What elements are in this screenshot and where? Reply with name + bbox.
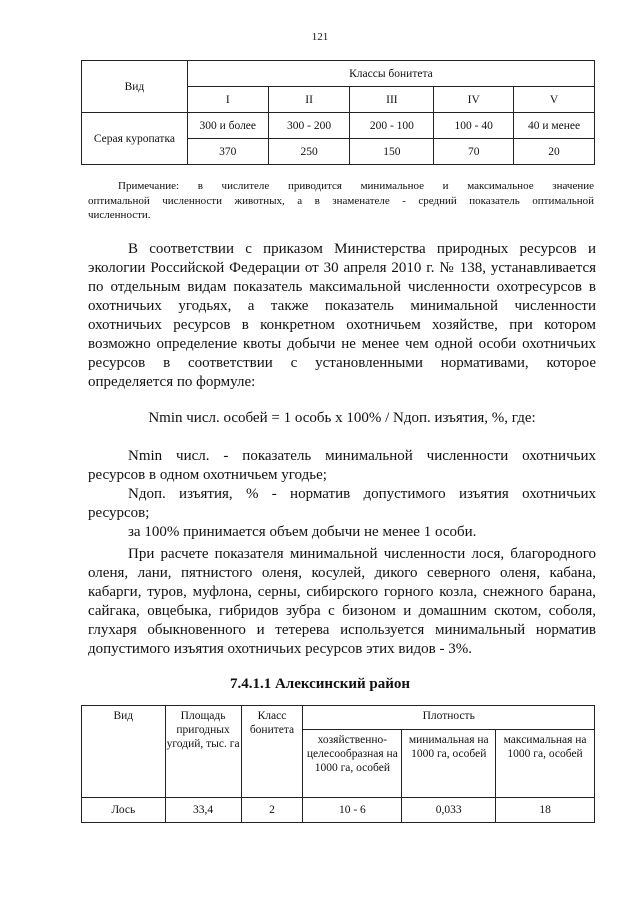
text-line: ресурсов в одном охотничьем угодье; <box>88 467 327 483</box>
table-note <box>88 179 594 223</box>
table-cell: 370 <box>187 139 268 165</box>
species-cell: Лось <box>82 798 166 823</box>
paragraph-minimum <box>88 545 596 659</box>
class-header: I <box>187 87 268 113</box>
text-line: экологии Российской Федерации от 30 апреля 2010 г. № 138, устанавливается <box>88 260 596 276</box>
table-cell: 33,4 <box>165 798 241 823</box>
text-line: охотничьих ресурсов в конкретном охотничьем хозяйстве, при котором <box>88 317 596 333</box>
formula: Nmin числ. особей = 1 особь x 100% / Nдоп. изъятия, %, где: <box>148 410 536 426</box>
economic-density-header: хозяйственно-целесообразная на 1000 га, особей <box>303 730 402 798</box>
table-cell: 2 <box>241 798 303 823</box>
table-cell: 150 <box>350 139 434 165</box>
min-density-header: минимальная на 1000 га, особей <box>402 730 496 798</box>
text-line: возможно определение квоты добычи не менее чем одной особи охотничьих <box>88 336 596 352</box>
table-cell: 0,033 <box>402 798 496 823</box>
density-table <box>81 705 595 823</box>
table-row <box>82 113 595 139</box>
text-line: оленя, лани, пятнистого оленя, косулей, дикого северного оленя, кабана, <box>88 565 596 581</box>
note-line: оптимальной численности животных, а в знаменателе - средний показатель оптимальной <box>88 194 594 207</box>
text-line: ресурсов; <box>88 505 150 521</box>
class-header: V <box>514 87 595 113</box>
text-line: Nmin числ. - показатель минимальной численности охотничьих <box>128 448 596 464</box>
max-density-header: максимальная на 1000 га, особей <box>496 730 595 798</box>
page-number: 121 <box>311 31 329 43</box>
note-line: Примечание: в числителе приводится минимальное и максимальное значение <box>118 180 594 192</box>
definitions <box>88 447 596 542</box>
density-header: Плотность <box>303 706 595 730</box>
text-line: за 100% принимается объем добычи не менее 1 особи. <box>128 524 477 540</box>
bonitet-classes-table <box>81 60 595 165</box>
text-line: допустимого изъятия охотничьих ресурсов этих видов - 3%. <box>88 641 472 657</box>
table-cell: 70 <box>434 139 514 165</box>
species-header: Вид <box>82 61 188 113</box>
area-header: Площадь пригодных угодий, тыс. га <box>165 706 241 798</box>
text-line: по отдельным видам показатель максимальной численности охотресурсов в <box>88 279 596 295</box>
section-heading: 7.4.1.1 Алексинский район <box>229 676 411 692</box>
table-cell: 300 - 200 <box>268 113 350 139</box>
text-line: кабарги, туров, муфлона, серны, сибирского горного козла, снежного барана, <box>88 584 596 600</box>
table-cell: 200 - 100 <box>350 113 434 139</box>
table-cell: 18 <box>496 798 595 823</box>
table-cell: 10 - 6 <box>303 798 402 823</box>
table-cell: 250 <box>268 139 350 165</box>
species-header: Вид <box>82 706 166 798</box>
text-line: определяется по формуле: <box>88 374 256 390</box>
text-line: При расчете показателя минимальной численности лося, благородного <box>128 546 596 562</box>
class-header: IV <box>434 87 514 113</box>
text-line: сайгака, овцебыка, гибридов зубра с бизоном и домашним скотом, соболя, <box>88 603 596 619</box>
class-header: Класс бонитета <box>241 706 303 798</box>
table-row <box>82 798 595 823</box>
text-line: Nдоп. изъятия, % - норматив допустимого изъятия охотничьих <box>128 486 596 502</box>
class-header: III <box>350 87 434 113</box>
classes-header: Классы бонитета <box>187 61 594 87</box>
text-line: охотничьих угодьях, а также показатель минимальной численности <box>88 298 596 314</box>
text-line: ресурсов в соответствии с установленными нормативами, которое <box>88 355 596 371</box>
text-line: глухаря обыкновенного и тетерева используется минимальный норматив <box>88 622 596 638</box>
text-line: В соответствии с приказом Министерства природных ресурсов и <box>128 241 596 257</box>
paragraph-order <box>88 240 596 392</box>
class-header: II <box>268 87 350 113</box>
note-line: численности. <box>88 209 151 221</box>
table-cell: 20 <box>514 139 595 165</box>
table-cell: 100 - 40 <box>434 113 514 139</box>
table-cell: 300 и более <box>187 113 268 139</box>
species-cell: Серая куропатка <box>82 113 188 165</box>
table-cell: 40 и менее <box>514 113 595 139</box>
